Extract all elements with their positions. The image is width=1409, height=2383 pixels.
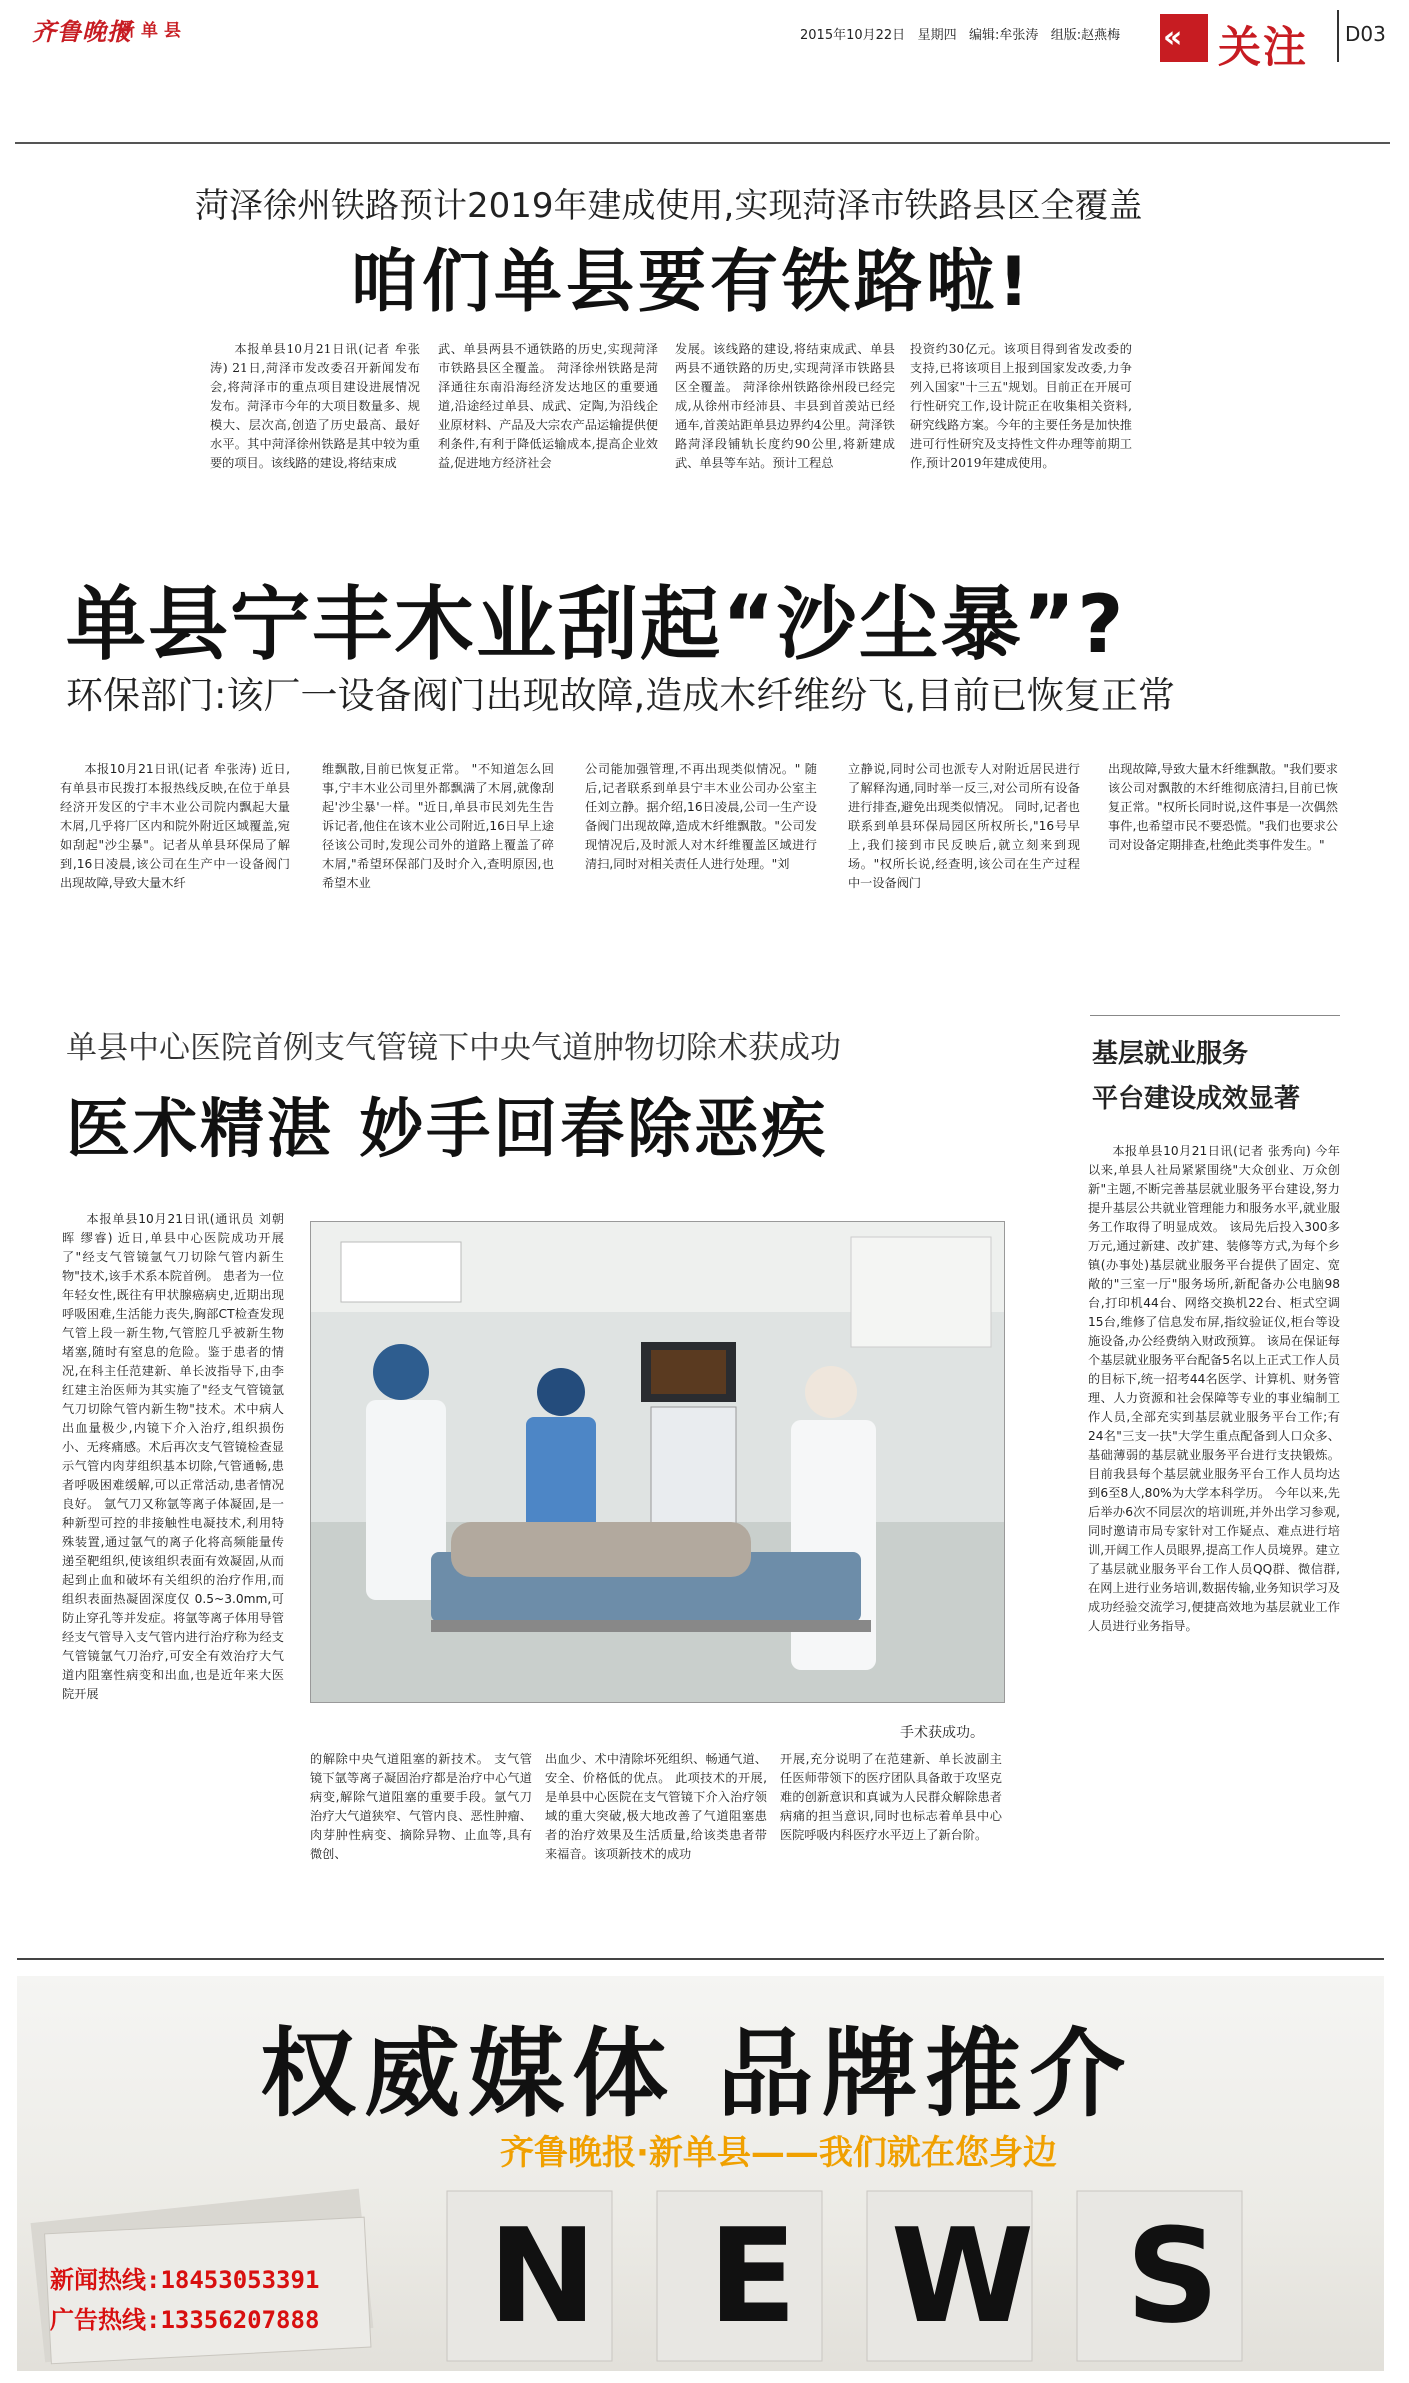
article2-title: 单县宁丰木业刮起“沙尘暴”? xyxy=(66,578,1126,671)
header-rule xyxy=(15,142,1390,144)
double-chevron-left-icon: « xyxy=(1163,20,1183,55)
section-name: 新单县 xyxy=(118,21,187,41)
header-divider xyxy=(1337,10,1339,62)
article1-col-4: 投资约30亿元。该项目得到省发改委的支持,已将该项目上报到国家发改委,力争列入国家"十三五"规划。目前正在开展可行性研究工作,设计院正在收集相关资料,研究线路方案。今年的主要任务是加快推进可行性研究及支持性文件办理等前期工作,预计2019年建成使用。 xyxy=(910,342,1132,470)
photo-caption: 手术获成功。 xyxy=(900,1725,984,1741)
ad-top-rule xyxy=(17,1958,1384,1960)
section-focus-label: 关注 xyxy=(1218,23,1308,73)
article3-bottom-col-1: 的解除中央气道阻塞的新技术。 支气管镜下氩等离子凝固治疗都是治疗中心气道病变,解除气道阻塞的重要手段。氩气刀治疗大气道狭窄、气管内良、恶性肿瘤、肉芽肿性病变、摘除异物、止血等,具有微创、 xyxy=(310,1752,532,1861)
page-number: D03 xyxy=(1345,22,1386,46)
article1-subtitle: 菏泽徐州铁路预计2019年建成使用,实现菏泽市铁路县区全覆盖 xyxy=(195,186,1143,226)
sidebar-rule xyxy=(1090,1015,1340,1016)
sidebar-body: 本报单县10月21日讯(记者 张秀向) 今年以来,单县人社局紧紧围绕"大众创业、万众创新"主题,不断完善基层就业服务平台建设,努力提升基层公共就业管理能力和服务水平,就业服务工作取得了明显成效。 该局先后投入300多万元,通过新建、改扩建、装修等方式,为每个乡镇(办事处)基层就业服务平台提供了固定、宽敞的"三室一厅"服务场所,新配备办公电脑98台,打印机44台、网络交换机22台、柜式空调15台,维修了信息发布屏,指纹验证仪,柜台等设施设备,办公经费纳入财政预算。 该局在保证每个基层就业服务平台配备5名以上正式工作人员的目标下,统一招考44名医学、计算机、财务管理、人力资源和社会保障等专业的事业编制工作人员,全部充实到基层就业服务平台工作;有24名"三支一扶"大学生重点配备到人口众多、基础薄弱的基层就业服务平台进行支抉锻炼。目前我县每个基层就业服务平台工作人员均达到6至8人,80%为大学本科学历。 今年以来,先后举办6次不同层次的培训班,并外出学习参观,同时邀请市局专家针对工作疑点、难点进行培训,开阔工作人员眼界,提高工作人员境界。建立了基层就业服务平台工作人员QQ群、微信群,在网上进行业务培训,数据传输,业务知识学习及成功经验交流学习,便捷高效地为基层就业工作人员进行业务指导。 xyxy=(1088,1144,1340,1633)
article2-col-2: 维飘散,目前已恢复正常。 "不知道怎么回事,宁丰木业公司里外都飘满了木屑,就像刮起'沙尘暴'一样。"近日,单县市民刘先生告诉记者,他住在该木业公司附近,16日早上途径该公司时,发现公司外的道路上覆盖了碎木屑,"希望环保部门及时介入,查明原因,也希望木业 xyxy=(322,762,554,890)
article2-subtitle: 环保部门:该厂一设备阀门出现故障,造成木纤维纷飞,目前已恢复正常 xyxy=(66,674,1175,717)
news-letter-n: N xyxy=(488,2200,597,2352)
news-hotline: 新闻热线:18453053391 xyxy=(50,2266,320,2294)
article1-col-1: 本报单县10月21日讯(记者 牟张涛) 21日,菏泽市发改委召开新闻发布会,将菏泽市的重点项目建设进展情况发布。菏泽市今年的大项目数量多、规模大、层次高,创造了历史最高、最好水平。其中菏泽徐州铁路是其中较为重要的项目。该线路的建设,将结束成 xyxy=(210,342,420,470)
news-letter-s: S xyxy=(1125,2200,1220,2352)
sidebar-title-line2: 平台建设成效显著 xyxy=(1092,1084,1301,1114)
article2-col-3: 公司能加强管理,不再出现类似情况。" 随后,记者联系到单县宁丰木业公司办公室主任刘立静。据介绍,16日凌晨,公司一生产设备阀门出现故障,造成木纤维飘散。"公司发现情况后,及时派人对木纤维覆盖区域进行清扫,同时对相关责任人进行处理。"刘 xyxy=(585,762,817,871)
ad-hotline: 广告热线:13356207888 xyxy=(50,2306,320,2334)
ad-slogan: 齐鲁晚报·新单县——我们就在您身边 xyxy=(500,2133,1057,2173)
article1-title: 咱们单县要有铁路啦! xyxy=(350,243,1034,322)
article2-col-5: 出现故障,导致大量木纤维飘散。"我们要求该公司对飘散的木纤维彻底清扫,目前已恢复正常。"权所长同时说,这件事是一次偶然事件,也希望市民不要恐慌。"我们也要求公司对设备定期排查,杜绝此类事件发生。" xyxy=(1108,762,1338,852)
article2-col-1: 本报10月21日讯(记者 牟张涛) 近日,有单县市民拨打本报热线反映,在位于单县经济开发区的宁丰木业公司院内飘起大量木屑,几乎将厂区内和院外附近区域覆盖,宛如刮起"沙尘暴"。记者从单县环保局了解到,16日凌晨,该公司在生产中一设备阀门出现故障,导致大量木纤 xyxy=(60,762,290,890)
surgery-photo-illustration xyxy=(311,1222,1004,1702)
article1-col-3: 发展。该线路的建设,将结束成武、单县两县不通铁路的历史,实现菏泽市铁路县区全覆盖。 菏泽徐州铁路徐州段已经完成,从徐州市经沛县、丰县到首羡站已经通车,首羡站距单县边界约4公里。菏泽铁路菏泽段铺轨长度约90公里,将新建成武、单县等车站。预计工程总 xyxy=(675,342,895,470)
newspaper-logo: 齐鲁晚报 xyxy=(32,17,132,46)
surgery-photo xyxy=(310,1221,1005,1703)
news-letter-e: E xyxy=(708,2200,797,2352)
issue-meta: 2015年10月22日 星期四 编辑:牟张涛 组版:赵燕梅 xyxy=(800,28,1121,43)
article1-col-2: 武、单县两县不通铁路的历史,实现菏泽市铁路县区全覆盖。 菏泽徐州铁路是菏泽通往东南沿海经济发达地区的重要通道,沿途经过单县、成武、定陶,为沿线企业原材料、产品及大宗农产品运输提供便利条件,有利于降低运输成本,提高企业效益,促进地方经济社会 xyxy=(438,342,658,470)
news-letter-w: W xyxy=(890,2200,1035,2352)
sidebar-title-line1: 基层就业服务 xyxy=(1092,1039,1249,1069)
article3-bottom-col-2: 出血少、术中清除坏死组织、畅通气道、安全、价格低的优点。 此项技术的开展,是单县中心医院在支气管镜下介入治疗领域的重大突破,极大地改善了气道阻塞患者的治疗效果及生活质量,给该类患者带来福音。该项新技术的成功 xyxy=(545,1752,767,1861)
article3-subtitle: 单县中心医院首例支气管镜下中央气道肿物切除术获成功 xyxy=(66,1030,841,1066)
article3-title: 医术精湛 妙手回春除恶疾 xyxy=(66,1093,829,1167)
article3-bottom-col-3: 开展,充分说明了在范建新、单长波副主任医师带领下的医疗团队具备敢于攻坚克难的创新意识和真诚为人民群众解除患者病痛的担当意识,同时也标志着单县中心医院呼吸内科医疗水平迈上了新台阶。 xyxy=(780,1752,1002,1842)
ad-headline: 权威媒体 品牌推介 xyxy=(260,2018,1134,2130)
article3-col-left: 本报单县10月21日讯(通讯员 刘朝晖 缪睿) 近日,单县中心医院成功开展了"经支气管镜氩气刀切除气管内新生物"技术,该手术系本院首例。 患者为一位年轻女性,既往有甲状腺癌病史,近期出现呼吸困难,生活能力丧失,胸部CT检查发现气管上段一新生物,气管腔几乎被新生物堵塞,随时有窒息的危险。鉴于患者的情况,在科主任范建新、单长波指导下,由李红建主治医师为其实施了"经支气管镜氩气刀切除气管内新生物"技术。术中病人出血量极少,内镜下介入治疗,组织损伤小、无疼痛感。术后再次支气管镜检查显示气管内肉芽组织基本切除,气管通畅,患者呼吸困难缓解,可以正常活动,患者情况良好。 氩气刀又称氩等离子体凝固,是一种新型可控的非接触性电凝技术,利用特殊装置,通过氩气的离子化将高频能量传递至靶组织,使该组织表面有效凝固,从而起到止血和破坏有关组织的治疗作用,而组织表面热凝固深度仅 0.5~3.0mm,可防止穿孔等并发症。将氩等离子体用导管经支气管导入支气管内进行治疗称为经支气管镜氩气刀治疗,可安全有效治疗大气道内阻塞性病变和出血,也是近年来大医院开展 xyxy=(62,1212,284,1701)
article2-col-4: 立静说,同时公司也派专人对附近居民进行了解释沟通,同时举一反三,对公司所有设备进行排查,避免出现类似情况。 同时,记者也联系到单县环保局园区所权所长,"16号早上,我们接到市民反映后,就立刻来到现场。"权所长说,经查明,该公司在生产过程中一设备阀门 xyxy=(848,762,1080,890)
